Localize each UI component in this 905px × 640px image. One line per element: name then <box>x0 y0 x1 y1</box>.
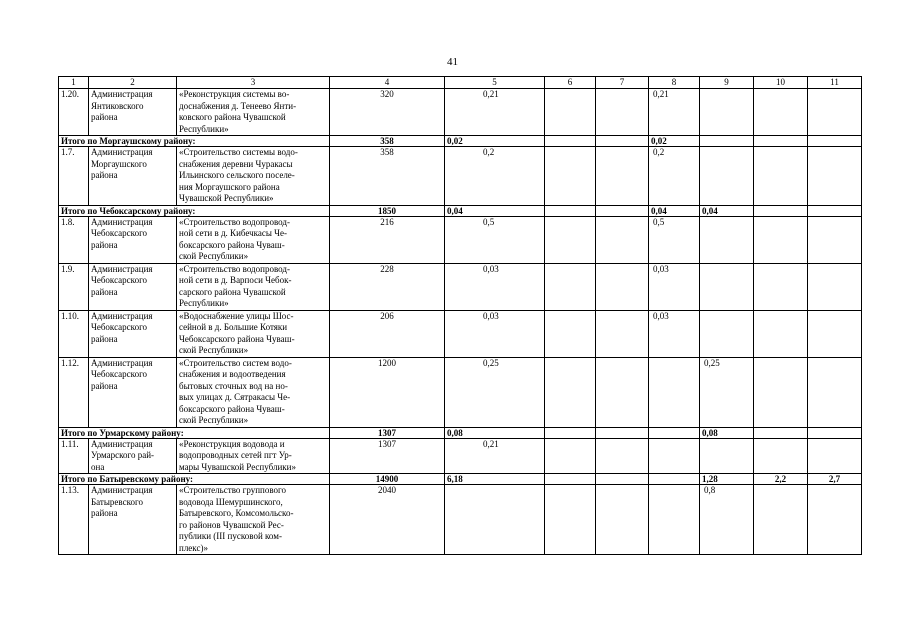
total-value-col-7 <box>596 136 649 147</box>
table-row <box>59 89 862 136</box>
cell-cost: 228 <box>330 263 445 310</box>
cell-value: 0,21 <box>445 89 545 136</box>
column-number-9: 9 <box>700 77 754 89</box>
total-value-col-11 <box>808 427 862 438</box>
cell-col-8: 0,5 <box>649 216 700 263</box>
column-number-header <box>59 77 862 89</box>
cell-col-11 <box>808 485 862 555</box>
cell-item-number: 1.20. <box>59 89 89 136</box>
cell-col-9 <box>700 89 754 136</box>
column-number-7: 7 <box>596 77 649 89</box>
cell-col-9 <box>700 263 754 310</box>
total-value-col-4: 358 <box>330 136 445 147</box>
total-value-col-8 <box>649 474 700 485</box>
total-value-col-4: 1850 <box>330 205 445 216</box>
total-value-col-6 <box>545 205 596 216</box>
investment-table <box>58 76 862 555</box>
cell-col-9: 0,25 <box>700 357 754 427</box>
table-row <box>59 438 862 474</box>
total-value-col-11 <box>808 205 862 216</box>
cell-col-6 <box>545 357 596 427</box>
cell-col-10 <box>754 310 808 357</box>
cell-col-9 <box>700 310 754 357</box>
cell-col-10 <box>754 216 808 263</box>
cell-item-number: 1.11. <box>59 438 89 474</box>
cell-col-9 <box>700 216 754 263</box>
cell-col-9 <box>700 438 754 474</box>
cell-col-8: 0,03 <box>649 310 700 357</box>
total-value-col-10 <box>754 427 808 438</box>
cell-cost: 2040 <box>330 485 445 555</box>
cell-organization: Администрация Чебоксарского района <box>89 310 177 357</box>
cell-project-name: «Строительство группового водовода Шемуршинского, Батыревского, Комсомольско- го районов Чувашской Рес- публики (III пусковой ком- плекс)» <box>177 485 330 555</box>
total-value-col-8: 0,04 <box>649 205 700 216</box>
cell-col-11 <box>808 438 862 474</box>
column-number-4: 4 <box>330 77 445 89</box>
cell-organization: Администрация Чебоксарского района <box>89 357 177 427</box>
total-value-col-9 <box>700 136 754 147</box>
table-row <box>59 147 862 206</box>
cell-organization: Администрация Чебоксарского района <box>89 263 177 310</box>
cell-value: 0,03 <box>445 263 545 310</box>
table-row <box>59 310 862 357</box>
cell-col-6 <box>545 438 596 474</box>
cell-col-7 <box>596 485 649 555</box>
cell-cost: 358 <box>330 147 445 206</box>
cell-organization: Администрация Батыревского района <box>89 485 177 555</box>
total-value-col-6 <box>545 474 596 485</box>
cell-col-7 <box>596 216 649 263</box>
column-number-3: 3 <box>177 77 330 89</box>
total-value-col-7 <box>596 205 649 216</box>
cell-col-7 <box>596 357 649 427</box>
cell-col-10 <box>754 263 808 310</box>
total-value-col-8: 0,02 <box>649 136 700 147</box>
district-total-label: Итого по Урмарскому району: <box>59 427 330 438</box>
cell-item-number: 1.7. <box>59 147 89 206</box>
table-row <box>59 263 862 310</box>
total-value-col-6 <box>545 427 596 438</box>
total-value-col-5: 0,02 <box>445 136 545 147</box>
cell-organization: Администрация Янтиковского района <box>89 89 177 136</box>
cell-value: 0,2 <box>445 147 545 206</box>
total-value-col-9: 0,08 <box>700 427 754 438</box>
total-value-col-11 <box>808 136 862 147</box>
district-total-row <box>59 427 862 438</box>
total-value-col-10 <box>754 205 808 216</box>
cell-value <box>445 485 545 555</box>
cell-value: 0,21 <box>445 438 545 474</box>
cell-col-11 <box>808 310 862 357</box>
cell-project-name: «Строительство водопровод- ной сети в д. Варпоси Чебок- сарского района Чувашской Республики» <box>177 263 330 310</box>
cell-col-11 <box>808 147 862 206</box>
cell-project-name: «Строительство водопровод- ной сети в д. Кибечкасы Че- боксарского района Чуваш- ской Республики» <box>177 216 330 263</box>
cell-project-name: «Строительство систем водо- снабжения и водоотведения бытовых сточных вод на но- вых улицах д. Сятракасы Че- боксарского района Чуваш- ской Республики» <box>177 357 330 427</box>
district-total-label: Итого по Батыревскому району: <box>59 474 330 485</box>
total-value-col-5: 6,18 <box>445 474 545 485</box>
cell-col-10 <box>754 147 808 206</box>
column-number-10: 10 <box>754 77 808 89</box>
total-value-col-10 <box>754 136 808 147</box>
cell-value: 0,5 <box>445 216 545 263</box>
cell-col-8 <box>649 357 700 427</box>
cell-col-8 <box>649 438 700 474</box>
cell-col-6 <box>545 216 596 263</box>
column-number-6: 6 <box>545 77 596 89</box>
table-body <box>59 89 862 555</box>
cell-col-7 <box>596 438 649 474</box>
cell-col-6 <box>545 263 596 310</box>
column-number-1: 1 <box>59 77 89 89</box>
cell-organization: Администрация Урмарского рай- она <box>89 438 177 474</box>
total-value-col-4: 1307 <box>330 427 445 438</box>
district-total-label: Итого по Чебоксарскому району: <box>59 205 330 216</box>
total-value-col-9: 0,04 <box>700 205 754 216</box>
cell-value: 0,03 <box>445 310 545 357</box>
district-total-row <box>59 474 862 485</box>
cell-item-number: 1.8. <box>59 216 89 263</box>
cell-col-7 <box>596 263 649 310</box>
cell-project-name: «Строительство системы водо- снабжения деревни Чуракасы Ильинского сельского поселе- ния Моргаушского района Чувашской Республики» <box>177 147 330 206</box>
cell-project-name: «Водоснабжение улицы Шос- сейной в д. Большие Котяки Чебоксарского района Чуваш- ской Республики» <box>177 310 330 357</box>
cell-col-8: 0,21 <box>649 89 700 136</box>
cell-cost: 1307 <box>330 438 445 474</box>
district-total-row <box>59 205 862 216</box>
cell-col-9 <box>700 147 754 206</box>
cell-cost: 320 <box>330 89 445 136</box>
cell-project-name: «Реконструкция водовода и водопроводных сетей пгт Ур- мары Чувашской Республики» <box>177 438 330 474</box>
cell-organization: Администрация Чебоксарского района <box>89 216 177 263</box>
cell-project-name: «Реконструкция системы во- доснабжения д. Тенеево Янти- ковского района Чувашской Республики» <box>177 89 330 136</box>
column-number-2: 2 <box>89 77 177 89</box>
total-value-col-11: 2,7 <box>808 474 862 485</box>
cell-col-11 <box>808 89 862 136</box>
cell-col-11 <box>808 263 862 310</box>
cell-col-11 <box>808 357 862 427</box>
table-row <box>59 216 862 263</box>
total-value-col-4: 14900 <box>330 474 445 485</box>
cell-item-number: 1.13. <box>59 485 89 555</box>
column-number-8: 8 <box>649 77 700 89</box>
total-value-col-5: 0,04 <box>445 205 545 216</box>
cell-item-number: 1.12. <box>59 357 89 427</box>
cell-col-10 <box>754 89 808 136</box>
district-total-label: Итого по Моргаушскому району: <box>59 136 330 147</box>
total-value-col-5: 0,08 <box>445 427 545 438</box>
cell-value: 0,25 <box>445 357 545 427</box>
cell-col-7 <box>596 310 649 357</box>
cell-col-7 <box>596 147 649 206</box>
cell-col-8 <box>649 485 700 555</box>
cell-item-number: 1.9. <box>59 263 89 310</box>
cell-col-6 <box>545 485 596 555</box>
cell-cost: 216 <box>330 216 445 263</box>
total-value-col-6 <box>545 136 596 147</box>
table-row <box>59 485 862 555</box>
column-number-5: 5 <box>445 77 545 89</box>
cell-col-10 <box>754 438 808 474</box>
cell-col-10 <box>754 485 808 555</box>
cell-col-11 <box>808 216 862 263</box>
total-value-col-8 <box>649 427 700 438</box>
total-value-col-7 <box>596 427 649 438</box>
total-value-col-7 <box>596 474 649 485</box>
cell-col-6 <box>545 147 596 206</box>
district-total-row <box>59 136 862 147</box>
cell-cost: 206 <box>330 310 445 357</box>
page-number: 41 <box>447 56 458 68</box>
total-value-col-9: 1,28 <box>700 474 754 485</box>
cell-cost: 1200 <box>330 357 445 427</box>
cell-col-9: 0,8 <box>700 485 754 555</box>
cell-col-6 <box>545 89 596 136</box>
cell-organization: Администрация Моргаушского района <box>89 147 177 206</box>
table-row <box>59 357 862 427</box>
column-number-11: 11 <box>808 77 862 89</box>
cell-col-10 <box>754 357 808 427</box>
cell-item-number: 1.10. <box>59 310 89 357</box>
total-value-col-10: 2,2 <box>754 474 808 485</box>
cell-col-8: 0,2 <box>649 147 700 206</box>
cell-col-6 <box>545 310 596 357</box>
cell-col-8: 0,03 <box>649 263 700 310</box>
cell-col-7 <box>596 89 649 136</box>
